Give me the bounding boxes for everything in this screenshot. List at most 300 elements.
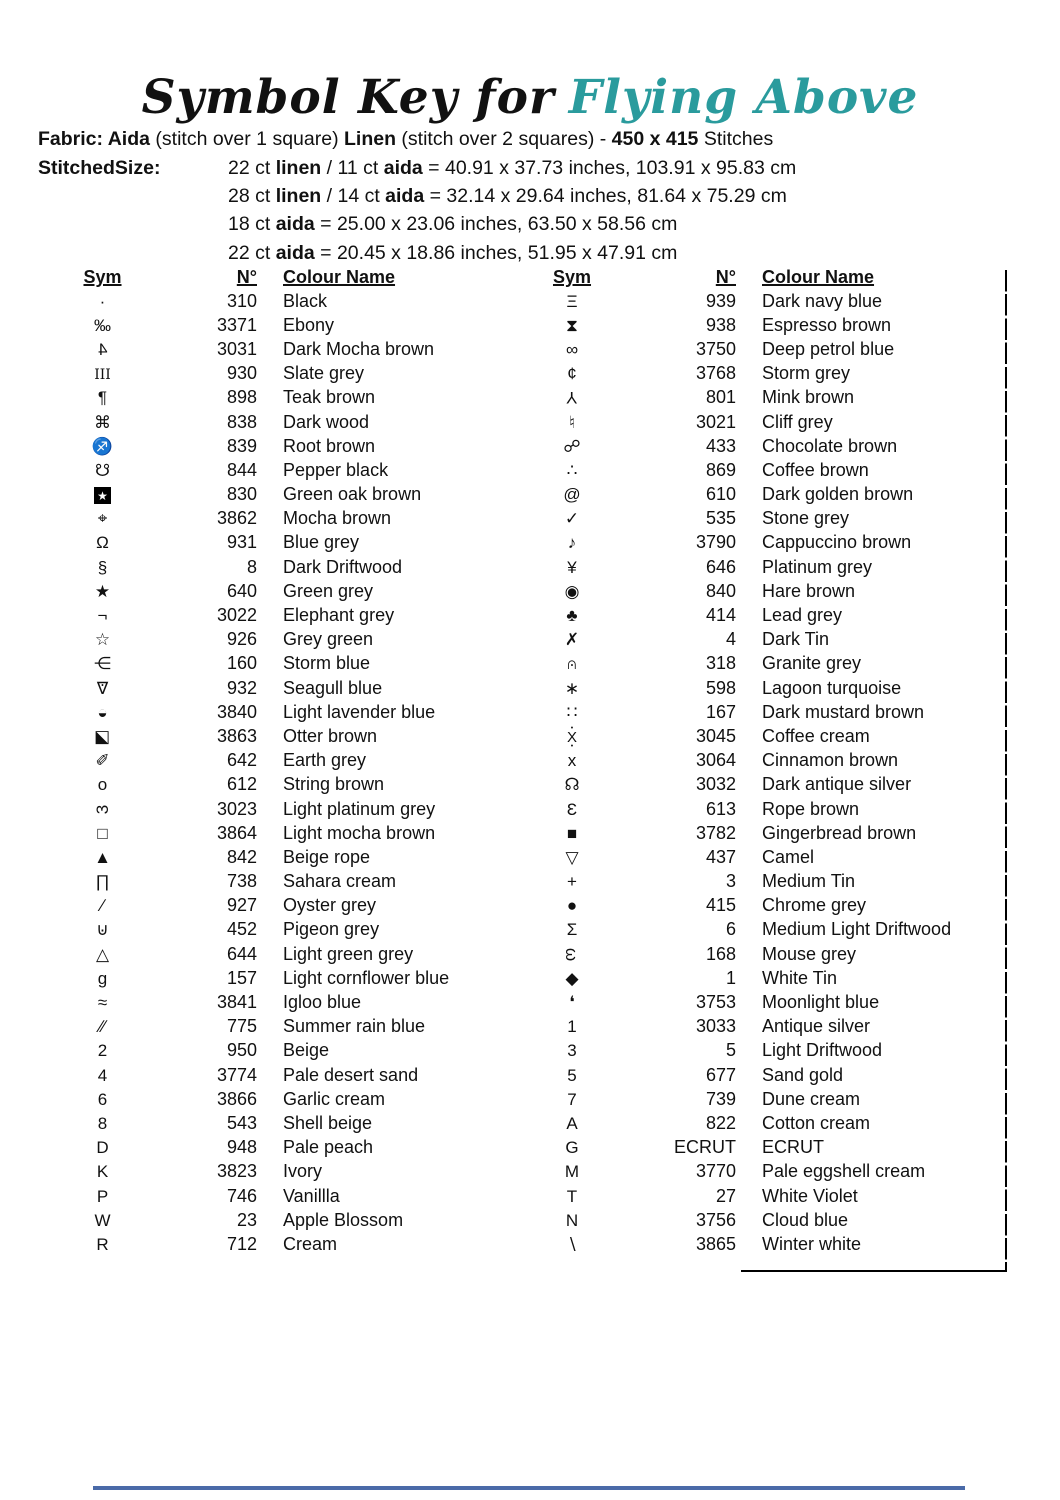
stitch-symbol: ∏ bbox=[95, 872, 110, 892]
table-row bbox=[60, 797, 532, 821]
title-prefix: Symbol Key for bbox=[141, 70, 555, 125]
stitch-symbol: + bbox=[567, 872, 577, 892]
table-row bbox=[60, 410, 532, 434]
colour-name: White Tin bbox=[762, 967, 838, 988]
table-row bbox=[60, 337, 532, 361]
symbol-cell bbox=[536, 1188, 608, 1205]
stitch-symbol: ⧗ bbox=[566, 315, 578, 335]
stitch-symbol: ∴ bbox=[566, 460, 578, 480]
floss-number: 3032 bbox=[695, 774, 736, 795]
symbol-cell bbox=[536, 1042, 608, 1059]
symbol-cell bbox=[536, 1139, 608, 1156]
floss-number: 5 bbox=[725, 1040, 736, 1061]
symbol-cell bbox=[60, 341, 145, 358]
symbol-cell bbox=[536, 317, 608, 334]
floss-number: 801 bbox=[705, 387, 736, 408]
stitch-symbol: N bbox=[565, 1210, 579, 1230]
floss-number: 535 bbox=[705, 508, 736, 529]
floss-number: 927 bbox=[226, 895, 257, 916]
symbol-cell bbox=[536, 486, 608, 503]
symbol-cell bbox=[536, 849, 608, 866]
floss-number: 437 bbox=[705, 846, 736, 867]
floss-number: 27 bbox=[715, 1185, 736, 1206]
colour-name: Pepper black bbox=[283, 459, 389, 480]
floss-number: 3823 bbox=[216, 1161, 257, 1182]
colour-name: Pigeon grey bbox=[283, 919, 380, 940]
symbol-cell bbox=[536, 873, 608, 890]
stitch-symbol: ∇ • bbox=[97, 680, 108, 697]
symbol-cell bbox=[60, 607, 145, 624]
table-row bbox=[60, 918, 532, 942]
floss-number: 6 bbox=[725, 919, 736, 940]
colour-name: Apple Blossom bbox=[283, 1209, 404, 1230]
stitch-symbol: △ bbox=[95, 944, 110, 964]
colour-name: Storm grey bbox=[762, 363, 851, 384]
symbol-cell bbox=[60, 510, 145, 527]
floss-number: 3031 bbox=[216, 338, 257, 359]
colour-name: Coffee brown bbox=[762, 459, 869, 480]
stitch-symbol: W bbox=[94, 1210, 111, 1230]
floss-number: 310 bbox=[226, 290, 257, 311]
table-row bbox=[60, 1087, 532, 1111]
symbol-cell bbox=[60, 583, 145, 600]
floss-number: 3 bbox=[725, 871, 736, 892]
floss-number: 950 bbox=[226, 1040, 257, 1061]
stitch-symbol: K bbox=[96, 1162, 109, 1182]
symbol-cell bbox=[60, 1188, 145, 1205]
symbol-cell bbox=[536, 1091, 608, 1108]
colour-name: Blue grey bbox=[283, 532, 360, 553]
colour-name: Moonlight blue bbox=[762, 992, 880, 1013]
header-sym: Sym bbox=[83, 267, 122, 287]
floss-number: 938 bbox=[705, 314, 736, 335]
floss-number: 610 bbox=[705, 484, 736, 505]
colour-name: Dark navy blue bbox=[762, 290, 883, 311]
symbol-cell bbox=[536, 801, 608, 818]
floss-number: 4 bbox=[725, 629, 736, 650]
stitch-symbol: ⌖ bbox=[97, 509, 108, 529]
colour-name: Summer rain blue bbox=[283, 1016, 426, 1037]
table-row bbox=[60, 579, 532, 603]
colour-name: Medium Light Driftwood bbox=[762, 919, 952, 940]
table-row bbox=[536, 700, 1006, 724]
table-row bbox=[536, 1208, 1006, 1232]
table-row bbox=[536, 313, 1006, 337]
colour-name: Pale desert sand bbox=[283, 1064, 419, 1085]
floss-number: 822 bbox=[705, 1112, 736, 1133]
stitch-symbol: Ω bbox=[96, 533, 109, 553]
stitched-size-line: 22 ct aida = 20.45 x 18.86 inches, 51.95 x 47.91 cm bbox=[228, 241, 678, 264]
table-row bbox=[536, 870, 1006, 894]
stitch-symbol: ⊍ bbox=[96, 920, 109, 940]
symbol-cell bbox=[536, 583, 608, 600]
stitch-symbol: 7 bbox=[567, 1089, 577, 1109]
floss-number: 939 bbox=[705, 290, 736, 311]
symbol-cell bbox=[60, 1091, 145, 1108]
stitch-symbol: ∞ bbox=[565, 339, 579, 359]
symbol-cell bbox=[60, 801, 145, 818]
colour-name: Medium Tin bbox=[762, 871, 856, 892]
stitch-symbol: ☆ bbox=[94, 630, 111, 650]
symbol-cell bbox=[536, 341, 608, 358]
colour-name: Green grey bbox=[283, 580, 374, 601]
floss-number: 3790 bbox=[695, 532, 736, 553]
stitch-symbol: ¬ bbox=[97, 606, 108, 626]
symbol-cell bbox=[60, 559, 145, 576]
table-row bbox=[536, 1232, 1006, 1256]
floss-number: 830 bbox=[226, 484, 257, 505]
colour-name: Coffee cream bbox=[762, 725, 870, 746]
symbol-cell bbox=[60, 462, 145, 479]
floss-number: 433 bbox=[705, 435, 736, 456]
symbol-cell bbox=[60, 1212, 145, 1229]
symbol-cell bbox=[60, 534, 145, 551]
floss-number: 452 bbox=[226, 919, 257, 940]
stitch-symbol: ◒ bbox=[97, 702, 108, 722]
floss-number: 3023 bbox=[216, 798, 257, 819]
symbol-cell bbox=[60, 728, 145, 745]
page-bottom-bar bbox=[93, 1486, 965, 1490]
colour-name: Chocolate brown bbox=[762, 435, 898, 456]
table-row bbox=[536, 507, 1006, 531]
swatch-column-rule-bottom bbox=[741, 1270, 1007, 1272]
stitch-symbol: g bbox=[97, 968, 108, 988]
table-row bbox=[536, 724, 1006, 748]
floss-number: 838 bbox=[226, 411, 257, 432]
floss-number: 3045 bbox=[695, 725, 736, 746]
symbol-cell bbox=[536, 825, 608, 842]
symbol-cell bbox=[60, 873, 145, 890]
symbol-cell bbox=[60, 1067, 145, 1084]
colour-name: Elephant grey bbox=[283, 605, 395, 626]
stitch-symbol: ω bbox=[562, 947, 582, 961]
symbol-cell bbox=[60, 1139, 145, 1156]
table-row bbox=[536, 410, 1006, 434]
stitch-symbol: III bbox=[94, 367, 111, 384]
symbol-cell bbox=[60, 752, 145, 769]
symbol-cell bbox=[60, 1115, 145, 1132]
floss-number: 738 bbox=[226, 871, 257, 892]
stitch-symbol: □ bbox=[97, 823, 108, 843]
symbol-cell bbox=[536, 921, 608, 938]
floss-number: 598 bbox=[705, 677, 736, 698]
symbol-cell bbox=[536, 680, 608, 697]
symbol-cell bbox=[60, 1236, 145, 1253]
colour-name: Root brown bbox=[283, 435, 376, 456]
header-number: N° bbox=[236, 267, 257, 287]
table-row bbox=[60, 1111, 532, 1135]
symbol-cell bbox=[60, 946, 145, 963]
symbol-cell bbox=[536, 776, 608, 793]
table-row bbox=[60, 870, 532, 894]
colour-name: Light green grey bbox=[283, 943, 414, 964]
floss-number: 931 bbox=[226, 532, 257, 553]
symbol-cell bbox=[536, 752, 608, 769]
stitch-symbol: 3 bbox=[93, 804, 112, 814]
table-row bbox=[536, 531, 1006, 555]
table-row bbox=[60, 1208, 532, 1232]
stitch-symbol: Ξ bbox=[566, 291, 578, 311]
table-row bbox=[60, 1039, 532, 1063]
colour-name: Dark antique silver bbox=[762, 774, 912, 795]
table-row bbox=[60, 845, 532, 869]
symbol-cell bbox=[60, 921, 145, 938]
table-row bbox=[60, 821, 532, 845]
colour-name: Vanillla bbox=[283, 1185, 340, 1206]
stitch-symbol: ♮ bbox=[568, 412, 576, 432]
stitch-symbol: ☋ bbox=[94, 460, 111, 480]
symbol-cell bbox=[536, 946, 608, 963]
symbol-cell bbox=[60, 970, 145, 987]
symbol-cell bbox=[536, 462, 608, 479]
stitch-symbol: 4 bbox=[97, 1065, 108, 1085]
stitch-symbol: ¥ bbox=[567, 557, 577, 577]
colour-name: Shell beige bbox=[283, 1112, 373, 1133]
stitch-symbol: Ɛ bbox=[566, 799, 578, 819]
floss-number: ECRUT bbox=[674, 1137, 736, 1158]
symbol-cell bbox=[60, 414, 145, 431]
floss-number: 613 bbox=[705, 798, 736, 819]
table-row bbox=[60, 966, 532, 990]
page-title bbox=[0, 70, 1060, 125]
colour-name: Dark Mocha brown bbox=[283, 338, 435, 359]
colour-name: Light lavender blue bbox=[283, 701, 436, 722]
floss-number: 898 bbox=[226, 387, 257, 408]
stitch-symbol: ❛ bbox=[569, 993, 575, 1013]
symbol-cell bbox=[60, 438, 145, 455]
symbol-cell bbox=[60, 486, 145, 504]
table-row bbox=[60, 724, 532, 748]
colour-name: Beige rope bbox=[283, 846, 371, 867]
symbol-cell bbox=[536, 510, 608, 527]
table-row bbox=[536, 1136, 1006, 1160]
floss-number: 3770 bbox=[695, 1161, 736, 1182]
colour-name: Platinum grey bbox=[762, 556, 873, 577]
colour-name: Pale eggshell cream bbox=[762, 1161, 926, 1182]
symbol-cell bbox=[536, 655, 608, 672]
table-row bbox=[60, 894, 532, 918]
stitch-symbol: 2 bbox=[97, 1041, 108, 1061]
symbol-cell bbox=[536, 994, 608, 1011]
symbol-cell bbox=[536, 728, 608, 745]
colour-name: Light cornflower blue bbox=[283, 967, 450, 988]
table-row bbox=[536, 773, 1006, 797]
colour-name: Espresso brown bbox=[762, 314, 892, 335]
table-row bbox=[536, 1160, 1006, 1184]
colour-name: Granite grey bbox=[762, 653, 862, 674]
stitch-symbol: ∷ bbox=[566, 702, 578, 722]
stitch-symbol: ¢ bbox=[567, 364, 577, 384]
key-table-header bbox=[60, 266, 532, 289]
table-row bbox=[536, 362, 1006, 386]
floss-number: 677 bbox=[705, 1064, 736, 1085]
symbol-cell bbox=[536, 559, 608, 576]
stitch-symbol: R bbox=[96, 1234, 109, 1254]
symbol-cell bbox=[60, 365, 145, 382]
colour-name: Light mocha brown bbox=[283, 822, 436, 843]
stitched-size-lines bbox=[228, 157, 796, 270]
floss-number: 160 bbox=[226, 653, 257, 674]
floss-number: 926 bbox=[226, 629, 257, 650]
header-colour-name: Colour Name bbox=[283, 267, 396, 287]
colour-name: Ebony bbox=[283, 314, 335, 335]
stitch-symbol: ∖ bbox=[566, 1234, 578, 1254]
floss-number: 3774 bbox=[216, 1064, 257, 1085]
symbol-cell bbox=[60, 655, 145, 672]
floss-number: 3865 bbox=[695, 1233, 736, 1254]
table-row bbox=[536, 289, 1006, 313]
floss-number: 3862 bbox=[216, 508, 257, 529]
stitch-symbol: ‰ bbox=[94, 315, 111, 335]
stitch-symbol: ■ bbox=[566, 823, 578, 843]
stitch-symbol: G bbox=[565, 1138, 579, 1158]
symbol-cell bbox=[60, 293, 145, 310]
swatch-column-rule-vertical bbox=[1005, 270, 1007, 1271]
floss-number: 23 bbox=[236, 1209, 257, 1230]
table-row bbox=[536, 337, 1006, 361]
stitch-symbol: ⋲ bbox=[94, 654, 111, 674]
table-row bbox=[60, 458, 532, 482]
floss-number: 869 bbox=[705, 459, 736, 480]
stitched-size-label: StitchedSize: bbox=[38, 157, 161, 179]
colour-name: Seagull blue bbox=[283, 677, 383, 698]
table-row bbox=[536, 676, 1006, 700]
floss-number: 8 bbox=[246, 556, 257, 577]
stitch-symbol: 8 bbox=[97, 1113, 108, 1133]
table-row bbox=[60, 289, 532, 313]
colour-name: Cream bbox=[283, 1233, 338, 1254]
key-table-left bbox=[60, 266, 532, 1257]
table-row bbox=[536, 1015, 1006, 1039]
stitch-symbol: ◪ bbox=[94, 726, 111, 746]
floss-number: 3863 bbox=[216, 725, 257, 746]
stitched-size-line: 18 ct aida = 25.00 x 23.06 inches, 63.50 x 58.56 cm bbox=[228, 213, 678, 236]
stitch-symbol: • X • bbox=[567, 730, 577, 745]
colour-name: Garlic cream bbox=[283, 1088, 386, 1109]
floss-number: 646 bbox=[705, 556, 736, 577]
stitch-symbol: ∕ bbox=[101, 896, 104, 916]
table-row bbox=[536, 797, 1006, 821]
stitch-symbol: ☊ bbox=[564, 775, 580, 795]
stitch-symbol: ∩ • bbox=[566, 655, 578, 672]
table-row bbox=[536, 483, 1006, 507]
colour-name: Cotton cream bbox=[762, 1112, 871, 1133]
colour-name: Slate grey bbox=[283, 363, 365, 384]
symbol-cell bbox=[536, 293, 608, 310]
table-row bbox=[60, 603, 532, 627]
colour-name: White Violet bbox=[762, 1185, 858, 1206]
symbol-cell bbox=[60, 1018, 145, 1035]
stitch-symbol: ♐ bbox=[91, 436, 114, 456]
colour-name: Gingerbread brown bbox=[762, 822, 917, 843]
colour-name: Dark wood bbox=[283, 411, 370, 432]
symbol-cell bbox=[536, 414, 608, 431]
floss-number: 642 bbox=[226, 750, 257, 771]
symbol-cell bbox=[60, 680, 145, 697]
symbol-cell bbox=[536, 1018, 608, 1035]
stitch-symbol: P bbox=[96, 1186, 109, 1206]
floss-number: 167 bbox=[705, 701, 736, 722]
table-row bbox=[60, 990, 532, 1014]
floss-number: 930 bbox=[226, 363, 257, 384]
stitch-symbol: 4 bbox=[97, 339, 108, 359]
floss-number: 1 bbox=[725, 967, 736, 988]
table-row bbox=[60, 386, 532, 410]
colour-name: Black bbox=[283, 290, 328, 311]
floss-number: 157 bbox=[226, 967, 257, 988]
floss-number: 3064 bbox=[695, 750, 736, 771]
floss-number: 3753 bbox=[695, 992, 736, 1013]
stitch-symbol: ¶ bbox=[97, 388, 108, 408]
stitch-symbol: T bbox=[566, 1186, 578, 1206]
stitch-symbol: Y bbox=[566, 388, 578, 408]
floss-number: 612 bbox=[226, 774, 257, 795]
colour-name: Hare brown bbox=[762, 580, 856, 601]
table-row bbox=[536, 1063, 1006, 1087]
symbol-cell bbox=[536, 704, 608, 721]
stitch-symbol: ∗ bbox=[564, 678, 580, 698]
stitch-symbol: ☍ bbox=[563, 436, 581, 456]
table-row bbox=[536, 579, 1006, 603]
header-sym: Sym bbox=[552, 267, 592, 287]
floss-number: 3033 bbox=[695, 1016, 736, 1037]
table-row bbox=[60, 1136, 532, 1160]
table-row bbox=[60, 628, 532, 652]
colour-name: ECRUT bbox=[762, 1137, 824, 1158]
table-row bbox=[60, 313, 532, 337]
stitch-symbol: ♣ bbox=[566, 606, 578, 626]
colour-name: Cloud blue bbox=[762, 1209, 849, 1230]
table-row bbox=[536, 555, 1006, 579]
colour-name: Dark Driftwood bbox=[283, 556, 403, 577]
stitch-symbol: § bbox=[97, 557, 108, 577]
stitch-symbol: ✗ bbox=[564, 630, 580, 650]
colour-name: Earth grey bbox=[283, 750, 367, 771]
symbol-cell bbox=[536, 1067, 608, 1084]
table-row bbox=[536, 628, 1006, 652]
colour-name: Light platinum grey bbox=[283, 798, 436, 819]
symbol-cell bbox=[60, 317, 145, 334]
stitch-symbol: ★ bbox=[94, 581, 111, 601]
table-row bbox=[536, 749, 1006, 773]
colour-name: Lead grey bbox=[762, 605, 843, 626]
floss-number: 842 bbox=[226, 846, 257, 867]
floss-number: 746 bbox=[226, 1185, 257, 1206]
floss-number: 644 bbox=[226, 943, 257, 964]
floss-number: 3756 bbox=[695, 1209, 736, 1230]
table-row bbox=[536, 894, 1006, 918]
symbol-cell bbox=[60, 849, 145, 866]
table-row bbox=[536, 1087, 1006, 1111]
floss-number: 3864 bbox=[216, 822, 257, 843]
stitch-symbol: M bbox=[564, 1162, 580, 1182]
colour-name: Mouse grey bbox=[762, 943, 857, 964]
table-row bbox=[536, 458, 1006, 482]
table-row bbox=[536, 990, 1006, 1014]
table-row bbox=[60, 483, 532, 507]
colour-name: Dark golden brown bbox=[762, 484, 914, 505]
floss-number: 3782 bbox=[695, 822, 736, 843]
stitch-symbol: ∕∕ bbox=[99, 1017, 106, 1037]
colour-name: Deep petrol blue bbox=[762, 338, 895, 359]
table-row bbox=[536, 386, 1006, 410]
table-row bbox=[60, 1232, 532, 1256]
colour-name: Cinnamon brown bbox=[762, 750, 899, 771]
stitch-symbol: ◆ bbox=[565, 968, 579, 988]
colour-name: Cappuccino brown bbox=[762, 532, 912, 553]
stitch-symbol: ♪ bbox=[567, 533, 577, 553]
colour-name: Stone grey bbox=[762, 508, 850, 529]
